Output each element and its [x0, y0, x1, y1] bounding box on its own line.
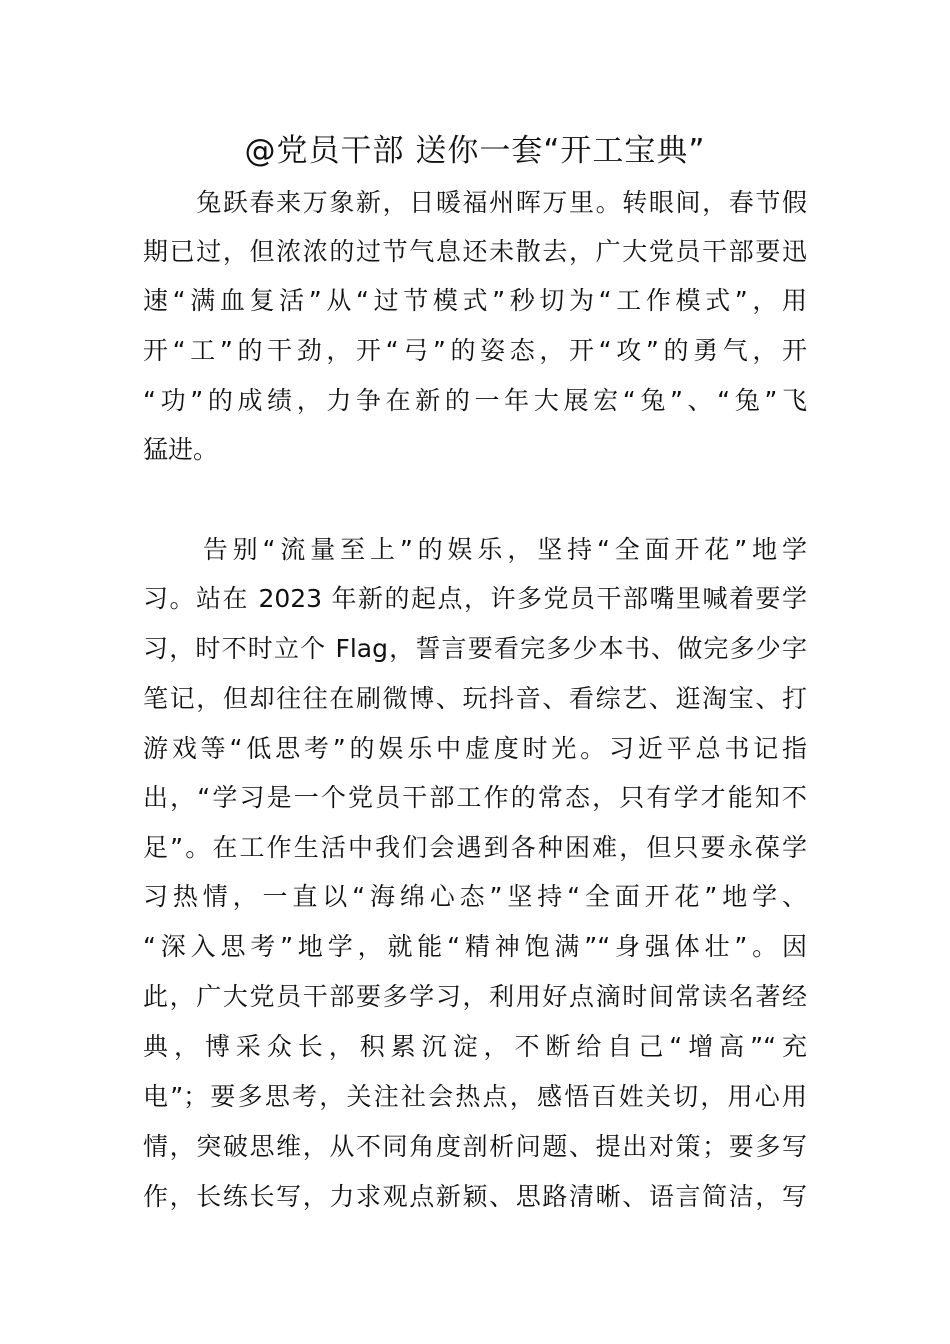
paragraph-2-line: 电”；要多思考，关注社会热点，感悟百姓关切，用心用	[143, 1082, 807, 1111]
paragraph-2-line: 足”。在工作生活中我们会遇到各种困难，但只要永葆学	[143, 833, 807, 862]
paragraph-2-line: 出，“学习是一个党员干部工作的常态，只有学才能知不	[143, 783, 807, 812]
paragraph-1-line: 兔跃春来万象新，日暖福州晖万里。转眼间，春节假	[143, 188, 807, 217]
paragraph-1-line: “功”的成绩，力争在新的一年大展宏“兔”、“兔”飞	[143, 386, 807, 415]
document-title: @党员干部 送你一套“开工宝典”	[244, 133, 706, 169]
paragraph-2-line: 习热情，一直以“海绵心态”坚持“全面开花”地学、	[143, 882, 807, 911]
paragraph-2-line: 典，博采众长，积累沉淀，不断给自己“增高”“充	[143, 1032, 807, 1061]
paragraph-2-line: “深入思考”地学，就能“精神饱满”“身强体壮”。因	[143, 932, 807, 961]
paragraph-1-line: 猛进。	[143, 435, 219, 464]
paragraph-2-line: 告别“流量至上”的娱乐，坚持“全面开花”地学	[143, 535, 807, 564]
paragraph-2-line: 习，时不时立个 Flag，誓言要看完多少本书、做完多少字	[143, 634, 807, 663]
paragraph-1-line: 开“工”的干劲，开“弓”的姿态，开“攻”的勇气，开	[143, 336, 807, 365]
paragraph-1-line: 期已过，但浓浓的过节气息还未散去，广大党员干部要迅	[143, 237, 807, 266]
paragraph-1-line: 速“满血复活”从“过节模式”秒切为“工作模式”，用	[143, 286, 807, 315]
paragraph-2-line: 作，长练长写，力求观点新颖、思路清晰、语言简洁，写	[143, 1182, 807, 1211]
paragraph-2-line: 情，突破思维，从不同角度剖析问题、提出对策；要多写	[143, 1132, 807, 1161]
paragraph-2-line: 游戏等“低思考”的娱乐中虚度时光。习近平总书记指	[143, 734, 807, 763]
paragraph-2-line: 笔记，但却往往在刷微博、玩抖音、看综艺、逛淘宝、打	[143, 684, 807, 713]
paragraph-2-line: 此，广大党员干部要多学习，利用好点滴时间常读名著经	[143, 982, 807, 1011]
paragraph-2-line: 习。站在 2023 年新的起点，许多党员干部嘴里喊着要学	[143, 584, 807, 613]
